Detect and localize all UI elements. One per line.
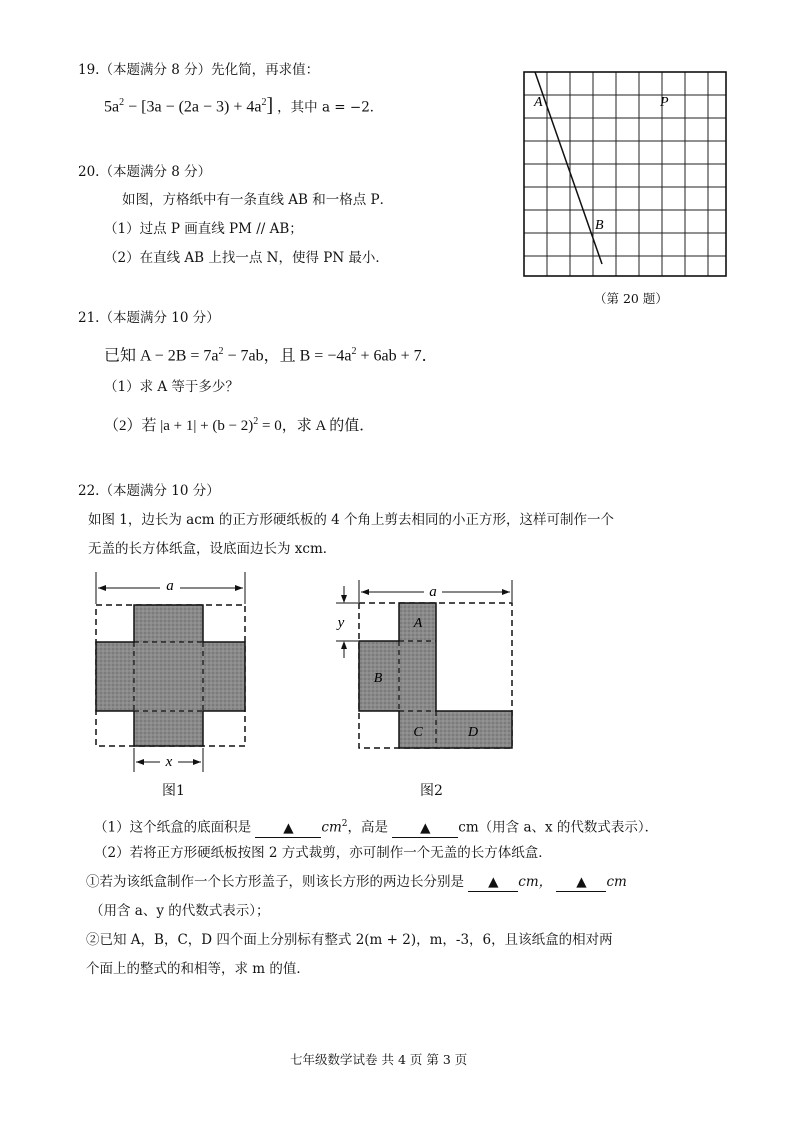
q20-line3: （2）在直线 AB 上找一点 N，使得 PN 最小．	[104, 250, 389, 266]
q21-part2-a: （2）若 |a + 1| + (b − 2)	[104, 418, 254, 434]
label-p: P	[660, 95, 669, 110]
page-footer: 七年级数学试卷 共 4 页 第 3 页	[290, 1052, 468, 1067]
q19-expression	[104, 94, 383, 116]
figure-1	[84, 568, 264, 778]
q19-expr-a: 5a	[104, 98, 120, 116]
q21-exp-3: 2	[253, 416, 259, 427]
q22-part1	[94, 815, 658, 838]
q19-expr-c: ]	[266, 94, 274, 117]
q21-given-b: − 7ab，且 B = −4a	[223, 347, 352, 365]
answer-blank-1[interactable]: ▲	[255, 819, 321, 838]
q22-intro1: 如图 1，边长为 acm 的正方形硬纸板的 4 个角上剪去相同的小正方形，这样可制作一个	[88, 512, 615, 528]
fig1-caption: 图1	[162, 783, 185, 799]
q22-p3-c: cm	[606, 874, 627, 890]
q19-exp-2: 2	[261, 97, 267, 108]
q20-caption: （第 20 题）	[594, 291, 668, 306]
q21-given-a: 已知 A − 2B = 7a	[104, 347, 219, 365]
q22-p1-a: （1）这个纸盒的底面积是	[94, 819, 252, 836]
q22-exp: 2	[341, 819, 348, 829]
answer-blank-4[interactable]: ▲	[556, 873, 606, 892]
q22-p1-c: ，高是	[347, 819, 388, 836]
face-b: B	[373, 671, 383, 686]
figure-2	[328, 578, 528, 758]
fig2-caption: 图2	[420, 783, 443, 799]
q21-part2-b: = 0，求 A 的值．	[258, 418, 375, 434]
q21-heading: 21.（本题满分 10 分）	[78, 310, 220, 326]
q20-line1: 如图，方格纸中有一条直线 AB 和一格点 P．	[122, 192, 394, 208]
face-d: D	[467, 725, 479, 740]
fig2-label-y: y	[337, 615, 345, 631]
q21-given-c: + 6ab + 7．	[356, 347, 438, 365]
q22-p1-d: cm（用含 a、x 的代数式表示）．	[458, 819, 659, 836]
q22-p3-b: cm，	[518, 874, 553, 890]
q22-part3-note: （用含 a、y 的代数式表示）；	[90, 903, 270, 919]
face-a: A	[413, 616, 423, 631]
answer-blank-3[interactable]: ▲	[468, 873, 518, 892]
grid-border	[524, 72, 726, 276]
q21-part1: （1）求 A 等于多少？	[104, 379, 239, 395]
q19-exp-1: 2	[119, 97, 125, 108]
q22-part3	[86, 873, 627, 892]
answer-blank-2[interactable]: ▲	[392, 819, 458, 838]
q19-expr-b: − [3a − (2a − 3) + 4a	[128, 98, 262, 116]
q22-intro2: 无盖的长方体纸盒，设底面边长为 xcm．	[88, 541, 337, 557]
label-a: A	[534, 95, 543, 110]
q19-expr-d: ，其中 a = −2．	[277, 99, 384, 116]
q22-part5: 个面上的整式的和相等，求 m 的值．	[86, 961, 310, 977]
q20-heading: 20.（本题满分 8 分）	[78, 164, 212, 180]
label-b: B	[595, 218, 604, 233]
q20-line2: （1）过点 P 画直线 PM // AB；	[104, 221, 303, 237]
q20-grid-figure	[520, 68, 730, 280]
q21-part2	[104, 413, 374, 435]
q22-part2: （2）若将正方形硬纸板按图 2 方式裁剪，亦可制作一个无盖的长方体纸盒．	[94, 845, 552, 861]
q22-part4: ②已知 A，B，C，D 四个面上分别标有整式 2(m + 2)，m，-3，6，且该纸盒的相对两	[86, 932, 613, 948]
grid-lines	[524, 72, 726, 276]
q22-heading: 22.（本题满分 10 分）	[78, 483, 220, 499]
face-c: C	[413, 725, 423, 740]
line-ab	[535, 72, 602, 264]
q19-heading: 19.（本题满分 8 分）先化简，再求值：	[78, 62, 320, 78]
fig1-cross	[96, 605, 245, 746]
q22-p1-b: cm	[321, 819, 342, 836]
q21-exp-1: 2	[218, 346, 224, 357]
q21-exp-2: 2	[351, 346, 357, 357]
fig1-label-x: x	[165, 754, 173, 770]
q21-given	[104, 343, 438, 365]
fig2-label-a: a	[429, 584, 437, 600]
fig1-label-a: a	[166, 578, 174, 594]
q22-p3-a: ①若为该纸盒制作一个长方形盖子，则该长方形的两边长分别是	[86, 874, 464, 890]
